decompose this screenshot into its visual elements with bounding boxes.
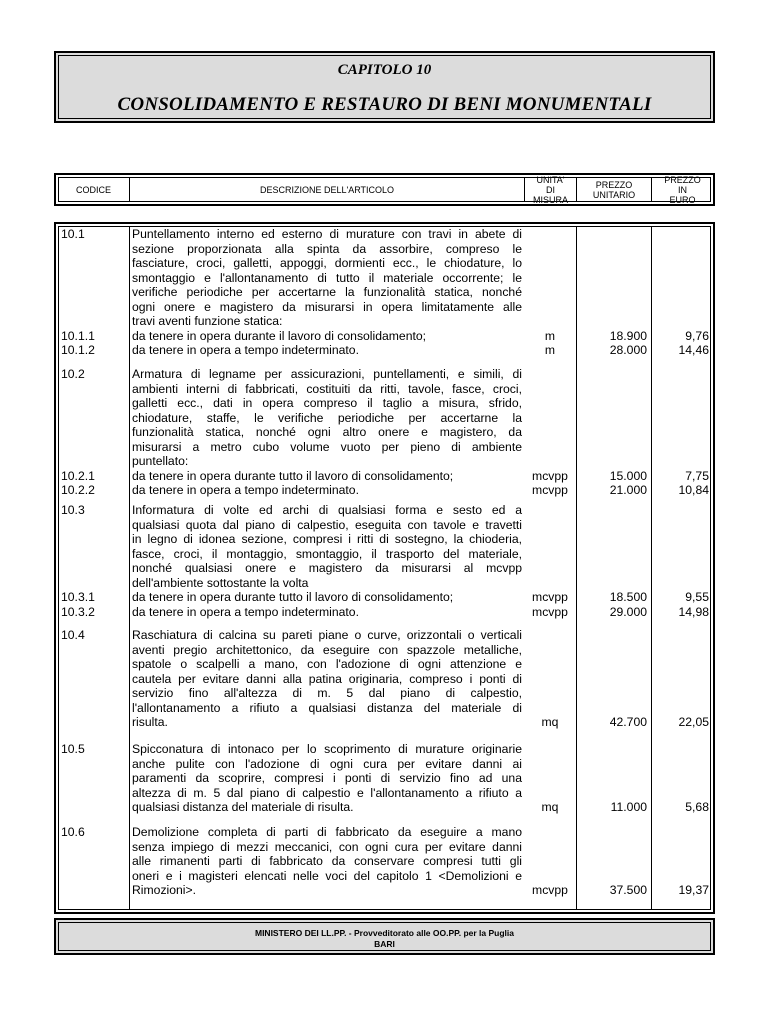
subitem-euro: 9,76 — [685, 328, 709, 343]
table-row — [56, 227, 713, 242]
subitem-row — [56, 469, 713, 484]
article-description-line: smontaggio e l'allontanamento di tutto il materiale occorrente; le — [132, 270, 522, 285]
article-euro: 22,05 — [678, 715, 709, 729]
subitem-price: 29.000 — [609, 604, 647, 619]
subitem-unit: mcvpp — [532, 483, 568, 497]
subitem-unit: mcvpp — [532, 468, 568, 483]
article-unit: mq — [541, 715, 559, 729]
table-row — [56, 454, 713, 469]
article-code: 10.5 — [61, 742, 85, 756]
article-description-line: spatole o scalpelli a mano, con l'adozione di ogni attenzione e — [132, 657, 522, 671]
subitem-text: da tenere in opera a tempo indeterminato. — [132, 343, 359, 357]
article-description-line: Armatura di legname per assicurazioni, puntellamenti, e simili, di — [132, 367, 522, 381]
footer-ministry: MINISTERO DEI LL.PP. - Provveditorato alle OO.PP. per la Puglia — [254, 928, 514, 938]
article-10-6 — [56, 825, 713, 898]
table-row — [56, 742, 713, 757]
table-row — [56, 547, 713, 562]
subitem-code: 10.3.2 — [61, 604, 95, 619]
table-row — [56, 657, 713, 672]
article-10-4 — [56, 628, 713, 730]
article-euro: 19,37 — [678, 883, 709, 897]
table-row — [56, 869, 713, 884]
subitem-euro: 9,55 — [685, 590, 709, 604]
article-description-line: funzionalità statica, nonché ogni altro onere e magistero, da — [132, 425, 522, 439]
header-unit-price: PREZZO UNITARIO — [592, 179, 636, 200]
article-description-line: qualsiasi distanza del materiale di risulta. — [132, 800, 354, 814]
subitem-price: 28.000 — [609, 343, 647, 357]
article-description-line: Informatura di volte ed archi di qualsiasi forma e sesto ed a — [132, 503, 522, 517]
article-unit: mcvpp — [532, 883, 568, 897]
table-row — [56, 628, 713, 643]
chapter-number: CAPITOLO 10 — [337, 62, 432, 78]
article-description-line: ogni onere e magistero da misurarsi in opera limitatamente alle — [132, 299, 522, 314]
table-row — [56, 285, 713, 300]
subitem-row — [56, 590, 713, 605]
table-row — [56, 800, 713, 815]
table-row — [56, 883, 713, 898]
article-description-line: Spicconatura di intonaco per lo scoprimento di murature originarie — [132, 742, 522, 756]
subitem-code: 10.1.2 — [61, 343, 95, 357]
subitem-row — [56, 343, 713, 358]
table-row — [56, 561, 713, 576]
table-row — [56, 271, 713, 286]
table-row — [56, 367, 713, 382]
article-description-line: ambienti interni di fabbricati, costituiti da ritti, tavole, fasce, croci, — [132, 381, 522, 396]
article-10-5 — [56, 742, 713, 815]
article-description-line: misurarsi a metro cubo volume vuoto per pieno di ambiente — [132, 439, 522, 454]
subitem-euro: 14,98 — [678, 604, 709, 619]
subitem-text: da tenere in opera durante tutto il lavoro di consolidamento; — [132, 590, 454, 604]
article-description-line: dell'ambiente sottostante la volta — [132, 575, 309, 590]
article-description-line: verifiche periodiche per accertarne la funzionalità statica, nonché — [132, 285, 522, 299]
article-description-line: l'allontanamento a rifiuto a qualsiasi distanza del materiale di — [132, 700, 522, 715]
article-description-line: oneri e i magisteri elencati nelle voci del capitolo 1 <Demolizioni e — [132, 868, 522, 883]
table-row — [56, 518, 713, 533]
article-10-3 — [56, 503, 713, 619]
subitem-euro: 14,46 — [678, 343, 709, 357]
table-row — [56, 425, 713, 440]
subitem-price: 21.000 — [609, 483, 647, 497]
article-code: 10.6 — [61, 825, 85, 839]
article-description-line: anche pulite con l'adozione di ogni cura per evitare danni ai — [132, 756, 522, 771]
article-euro: 5,68 — [685, 800, 709, 814]
subitem-text: da tenere in opera a tempo indeterminato. — [132, 483, 359, 497]
article-description-line: travi aventi funzione statica: — [132, 314, 283, 328]
article-description-line: fasciature, croci, galletti, appoggi, dormienti ecc., le chiodature, lo — [132, 256, 522, 270]
article-description-line: Puntellamento interno ed esterno di murature con travi in abete di — [132, 227, 522, 241]
table-row — [56, 532, 713, 547]
article-description-line: senza impiego di mezzi meccanici, con ogni cura per evitare danni — [132, 839, 522, 854]
subitem-text: da tenere in opera a tempo indeterminato. — [132, 604, 359, 619]
price-table-body — [54, 222, 715, 914]
subitem-price: 15.000 — [609, 468, 647, 483]
article-description-line: Raschiatura di calcina su pareti piane o curve, orizzontali o verticali — [132, 628, 522, 642]
subitem-code: 10.2.1 — [61, 468, 95, 483]
article-description-line: qualsiasi quota dal piano di calpestio, eseguita con tavole e travetti — [132, 517, 522, 532]
page-footer — [54, 918, 715, 955]
article-description-line: Demolizione completa di parti di fabbricato da eseguire a mano — [132, 825, 522, 839]
table-row — [56, 672, 713, 687]
article-description-line: risulta. — [132, 715, 168, 729]
table-row — [56, 757, 713, 772]
article-description-line: aventi pregio architettonico, da eseguire con spazzole metalliche, — [132, 642, 522, 657]
table-row — [56, 701, 713, 716]
subitem-text: da tenere in opera durante tutto il lavoro di consolidamento; — [132, 468, 454, 483]
article-10-1 — [56, 227, 713, 358]
subitem-euro: 10,84 — [678, 483, 709, 497]
subitem-text: da tenere in opera durante il lavoro di consolidamento; — [132, 328, 427, 343]
header-euro-price: PREZZO IN EURO — [664, 174, 701, 205]
subitem-price: 18.900 — [609, 328, 647, 343]
article-10-2 — [56, 367, 713, 498]
subitem-euro: 7,75 — [685, 468, 709, 483]
header-unit: UNITA' DI MISURA — [532, 174, 568, 205]
subitem-code: 10.3.1 — [61, 590, 95, 604]
article-description-line: galletti ecc., dati in opera compreso il taglio a misura, sfrido, — [132, 396, 522, 410]
chapter-title-box — [54, 51, 715, 123]
article-description-line: alle rimanenti parti di fabbricato da conservare compresi tutti gli — [132, 854, 522, 868]
article-description-line: nonché qualsiasi onere e magistero da misurarsi al mcvpp — [132, 561, 522, 575]
table-row — [56, 440, 713, 455]
subitem-row — [56, 605, 713, 620]
table-row — [56, 396, 713, 411]
article-description-line: paramenti da scoprire, compresi i ponti di servizio fino ad una — [132, 771, 522, 785]
article-code: 10.4 — [61, 628, 85, 642]
subitem-row — [56, 329, 713, 344]
article-description-line: fasce, croci, il montaggio, smontaggio, il trasporto del materiale, — [132, 546, 522, 561]
article-code: 10.2 — [61, 367, 85, 381]
article-description-line: in legno di idonea sezione, compresi i ritti di sostegno, la chioderia, — [132, 532, 522, 546]
table-row — [56, 382, 713, 397]
table-row — [56, 256, 713, 271]
header-description: DESCRIZIONE DELL'ARTICOLO — [259, 184, 395, 195]
article-price: 37.500 — [609, 883, 647, 897]
article-description-line: puntellato: — [132, 454, 189, 468]
table-row — [56, 854, 713, 869]
table-row — [56, 411, 713, 426]
table-header — [54, 173, 715, 206]
article-code: 10.3 — [61, 503, 85, 517]
subitem-unit: mcvpp — [532, 604, 568, 619]
subitem-row — [56, 483, 713, 498]
article-price: 42.700 — [609, 715, 647, 729]
article-description-line: chiodature, staffe, le verifiche periodiche per accertarne la — [132, 410, 522, 425]
table-row — [56, 686, 713, 701]
table-row — [56, 825, 713, 840]
table-row — [56, 242, 713, 257]
footer-city: BARI — [374, 939, 395, 949]
subitem-unit: mcvpp — [532, 590, 568, 604]
subitem-code: 10.1.1 — [61, 328, 95, 343]
table-row — [56, 715, 713, 730]
subitem-price: 18.500 — [609, 590, 647, 604]
article-description-line: cautela per evitare danni alla patina originaria, compreso i ponti di — [132, 671, 522, 686]
article-description-line: sezione proporzionata alla spinta da assorbire, compreso le — [132, 241, 522, 256]
table-row — [56, 576, 713, 591]
article-unit: mq — [541, 800, 559, 814]
subitem-unit: m — [544, 328, 556, 343]
table-row — [56, 840, 713, 855]
table-row — [56, 643, 713, 658]
table-row — [56, 300, 713, 315]
chapter-heading: CONSOLIDAMENTO E RESTAURO DI BENI MONUMENTALI — [117, 94, 652, 115]
table-row — [56, 503, 713, 518]
table-row — [56, 786, 713, 801]
article-price: 11.000 — [610, 800, 647, 814]
table-row — [56, 771, 713, 786]
article-description-line: altezza di m. 5 dal piano di calpestio e l'allontanamento a rifiuto a — [132, 785, 522, 800]
article-code: 10.1 — [61, 227, 85, 241]
header-code: CODICE — [75, 184, 111, 195]
subitem-code: 10.2.2 — [61, 483, 95, 497]
subitem-unit: m — [544, 343, 556, 357]
article-description-line: servizio fino all'altezza di m. 5 dal piano di calpestio, — [132, 686, 522, 700]
table-row — [56, 314, 713, 329]
article-description-line: Rimozioni>. — [132, 883, 197, 897]
